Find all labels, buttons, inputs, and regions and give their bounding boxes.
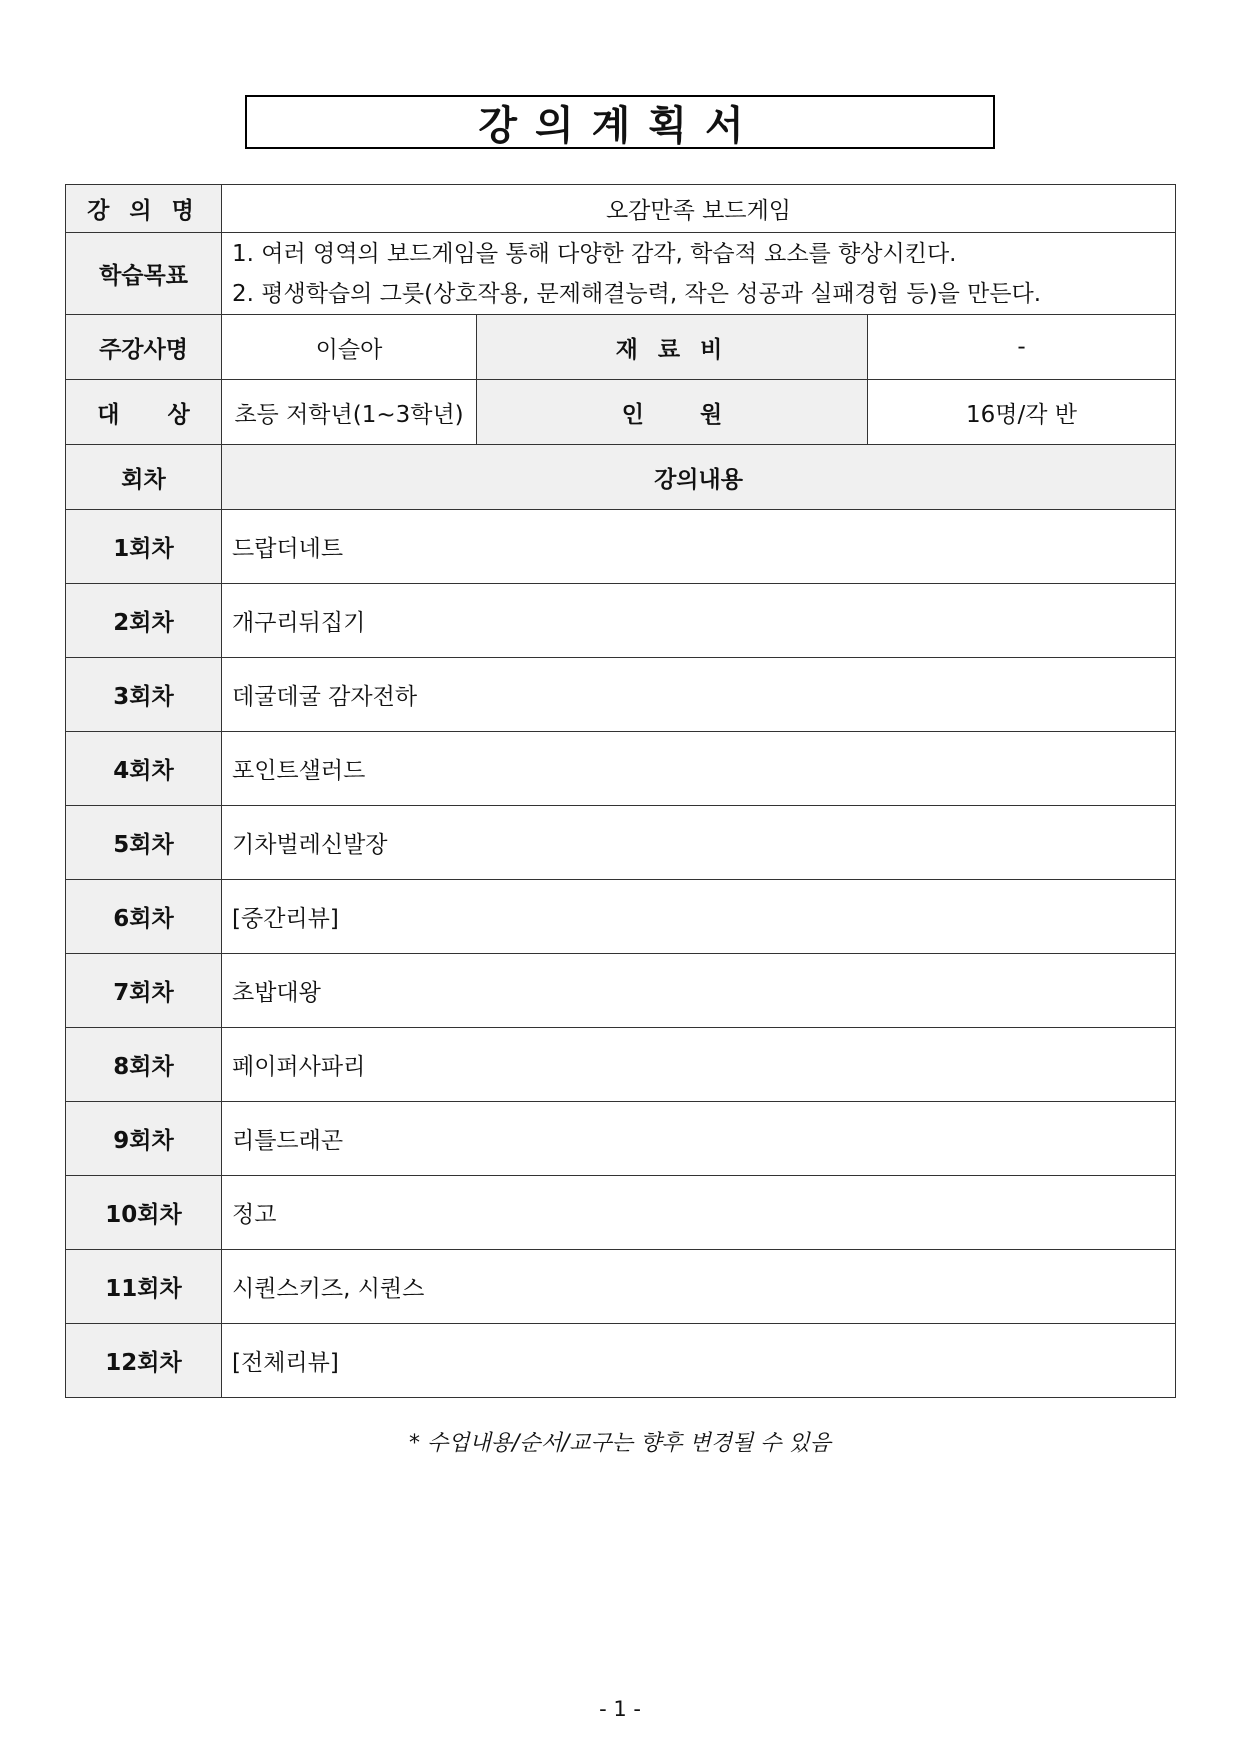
session-content: 정고 xyxy=(222,1176,1176,1250)
session-content: 개구리뒤집기 xyxy=(222,584,1176,658)
session-number: 10회차 xyxy=(66,1176,222,1250)
schedule-row xyxy=(66,1250,1176,1324)
instructor-label: 주강사명 xyxy=(66,315,222,380)
session-number: 7회차 xyxy=(66,954,222,1028)
schedule-row xyxy=(66,1176,1176,1250)
session-content: 드랍더네트 xyxy=(222,510,1176,584)
schedule-row xyxy=(66,880,1176,954)
page-number: - 1 - xyxy=(599,1697,641,1721)
session-content: 페이퍼사파리 xyxy=(222,1028,1176,1102)
instructor-row xyxy=(66,315,1176,380)
schedule-body xyxy=(66,510,1176,1398)
schedule-row xyxy=(66,584,1176,658)
change-notice: * 수업내용/순서/교구는 향후 변경될 수 있음 xyxy=(408,1431,832,1456)
schedule-row xyxy=(66,510,1176,584)
session-number: 4회차 xyxy=(66,732,222,806)
material-cost-value: - xyxy=(868,315,1176,380)
schedule-row xyxy=(66,732,1176,806)
schedule-row xyxy=(66,806,1176,880)
session-number: 12회차 xyxy=(66,1324,222,1398)
people-label: 인 원 xyxy=(477,380,868,445)
session-content: 데굴데굴 감자전하 xyxy=(222,658,1176,732)
lecture-plan-table xyxy=(65,184,1176,1398)
goal-item: 1. 여러 영역의 보드게임을 통해 다양한 감각, 학습적 요소를 향상시킨다. xyxy=(232,240,957,267)
session-number: 6회차 xyxy=(66,880,222,954)
learning-goal-label: 학습목표 xyxy=(66,233,222,315)
session-content: [전체리뷰] xyxy=(222,1324,1176,1398)
target-value: 초등 저학년(1~3학년) xyxy=(222,380,477,445)
session-header: 회차 xyxy=(66,445,222,510)
target-row xyxy=(66,380,1176,445)
learning-goal-row xyxy=(66,233,1176,315)
target-label: 대 상 xyxy=(66,380,222,445)
people-value: 16명/각 반 xyxy=(868,380,1176,445)
session-content: 시퀀스키즈, 시퀀스 xyxy=(222,1250,1176,1324)
session-content: [중간리뷰] xyxy=(222,880,1176,954)
session-content: 리틀드래곤 xyxy=(222,1102,1176,1176)
session-number: 2회차 xyxy=(66,584,222,658)
session-number: 9회차 xyxy=(66,1102,222,1176)
schedule-row xyxy=(66,954,1176,1028)
session-number: 3회차 xyxy=(66,658,222,732)
content-header: 강의내용 xyxy=(222,445,1176,510)
session-content: 초밥대왕 xyxy=(222,954,1176,1028)
goal-item: 2. 평생학습의 그릇(상호작용, 문제해결능력, 작은 성공과 실패경험 등)을 만든다. xyxy=(232,280,1042,307)
session-number: 1회차 xyxy=(66,510,222,584)
schedule-row xyxy=(66,658,1176,732)
session-number: 5회차 xyxy=(66,806,222,880)
instructor-value: 이슬아 xyxy=(222,315,477,380)
session-content: 포인트샐러드 xyxy=(222,732,1176,806)
schedule-row xyxy=(66,1324,1176,1398)
learning-goal-value xyxy=(222,233,1176,315)
course-name-label: 강 의 명 xyxy=(66,185,222,233)
schedule-row xyxy=(66,1102,1176,1176)
schedule-row xyxy=(66,1028,1176,1102)
session-content: 기차벌레신발장 xyxy=(222,806,1176,880)
schedule-header-row xyxy=(66,445,1176,510)
session-number: 11회차 xyxy=(66,1250,222,1324)
material-cost-label: 재 료 비 xyxy=(477,315,868,380)
course-name-row xyxy=(66,185,1176,233)
session-number: 8회차 xyxy=(66,1028,222,1102)
document-title: 강의계획서 xyxy=(245,95,995,149)
course-name-value: 오감만족 보드게임 xyxy=(222,185,1176,233)
